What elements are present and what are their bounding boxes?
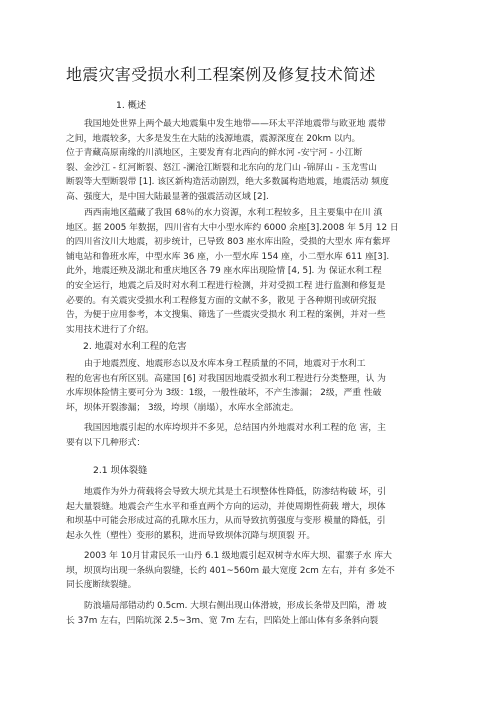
- text-line: 告，为便于应用参考，本文搜集、筛选了一些震灾受损水 利工程的案例，并对一些: [66, 310, 386, 321]
- text-line: 坏，坝体开裂渗漏； 3级，垮坝（崩塌），水库水全部流走。: [66, 402, 299, 413]
- paragraph-wave-wall: [66, 599, 438, 628]
- text-line: 的四川省汶川大地震，初步统计，已导致 803 座水库出险，受损的大型水 库有紫坪: [66, 237, 391, 248]
- paragraph-intro: [66, 117, 438, 205]
- text-line: 裂、金沙江 - 红河断裂、怒江 -澜沧江断裂和北东向的龙门山 -锦屏山 - 玉龙雪山: [66, 162, 377, 173]
- text-line: 我国因地震引起的水库垮坝并不多见，总结国内外地震对水利工程的危 害，主: [84, 423, 386, 433]
- section-heading-dam-cracks: 2.1 坝体裂缝: [93, 465, 148, 476]
- paragraph-hydropower: [66, 206, 438, 337]
- text-line: 地区。据 2005 年数据，四川省有大中小型水库约 6000 余座[3].2008 年 5月 12 日: [66, 222, 399, 233]
- text-line: 实用技术进行了介绍。: [66, 324, 154, 335]
- text-line: 位于青藏高原南缘的川滇地区，主要发育有北西向的鲜水河 -安宁河 - 小江断: [66, 148, 363, 159]
- text-line: 地震作为外力荷载将会导致大坝尤其是土石坝整体性降低，防渗结构破 坏，引: [84, 487, 386, 497]
- paragraph-minle-earthquake: [66, 549, 438, 593]
- paragraph-forms: [66, 421, 438, 450]
- document-title: 地震灾害受损水利工程案例及修复技术简述: [66, 65, 376, 84]
- text-line: 铺电站和鲁班水库，中型水库 36 座，小一型水库 154 座，小二型水库 611 座[3].: [66, 251, 390, 262]
- text-line: 之间，地震较多，大多是发生在大陆的浅源地震，震源深度在 20km 以内。: [66, 133, 361, 144]
- text-line: 起大量裂缝。地震会产生水平和垂直两个方向的运动，并使周期性荷载 增大，坝体: [66, 501, 386, 512]
- paragraph-hazard-classes: [66, 357, 438, 415]
- paragraph-dam-cracks: [66, 485, 438, 543]
- text-line: 同长度断续裂缝。: [66, 580, 137, 591]
- text-line: 我国地处世界上两个最大地震集中发生地带——环太平洋地震带与欧亚地 震带: [84, 119, 386, 129]
- text-line: 必要的。有关震灾受损水利工程修复方面的文献不多，散见 于各种期刊或研究报: [66, 295, 377, 306]
- text-line: 程的危害也有所区别。高建国 [6] 对我国因地震受损水利工程进行分类整理，认 为: [66, 373, 386, 384]
- text-line: 和坝基中可能会形成过高的孔隙水压力，从而导致抗剪强度与变形 模量的降低，引: [66, 516, 386, 527]
- text-line: 2003 年 10月甘肃民乐一山丹 6.1 级地震引起双树寺水库大坝、翟寨子水 库大: [84, 551, 392, 561]
- text-line: 断裂等大型断裂带 [1]. 该区新构造活动剧烈，绝大多数属构造地震，地震活动 频度: [66, 177, 389, 188]
- text-line: 西西南地区蕴藏了我国 68％的水力资源，水利工程较多，且主要集中在川 滇: [84, 208, 383, 218]
- text-line: 长 37m 左右，凹陷坑深 2.5~3m、宽 7m 左右，凹陷处上部山体有多条斜向裂: [66, 615, 379, 626]
- text-line: 的安全运行，地震之后及时对水利工程进行检测，并对受损工程 进行监测和修复是: [66, 280, 386, 291]
- text-line: 水库坝体险情主要可分为 3级：1级，一般性破坏，不产生渗漏； 2级，严重 性破: [66, 388, 382, 399]
- section-heading-hazards: 2. 地震对水利工程的危害: [83, 341, 187, 352]
- text-line: 此外，地震还殃及湖北和重庆地区各 79 座水库出现险情 [4, 5]. 为 保证水利工程: [66, 266, 382, 277]
- text-line: 由于地震烈度、地震形态以及水库本身工程质量的不同，地震对于水利工: [84, 359, 366, 369]
- text-line: 高、强度大，是中国大陆最显著的强震活动区域 [2].: [66, 191, 269, 202]
- text-line: 起永久性（塑性）变形的累积，进而导致坝体沉降与坝顶裂 开。: [66, 530, 316, 541]
- text-line: 要有以下几种形式：: [66, 437, 146, 448]
- text-line: 坝，坝顶均出现一条纵向裂缝，长约 401~560m 最大宽度 2cm 左右，并有 多处不: [66, 565, 395, 576]
- section-heading-overview: 1. 概述: [116, 100, 147, 111]
- text-line: 防浪墙局部错动约 0.5cm. 大坝右侧出现山体滑坡，形成长条带及凹陷，滑 坡: [84, 601, 387, 611]
